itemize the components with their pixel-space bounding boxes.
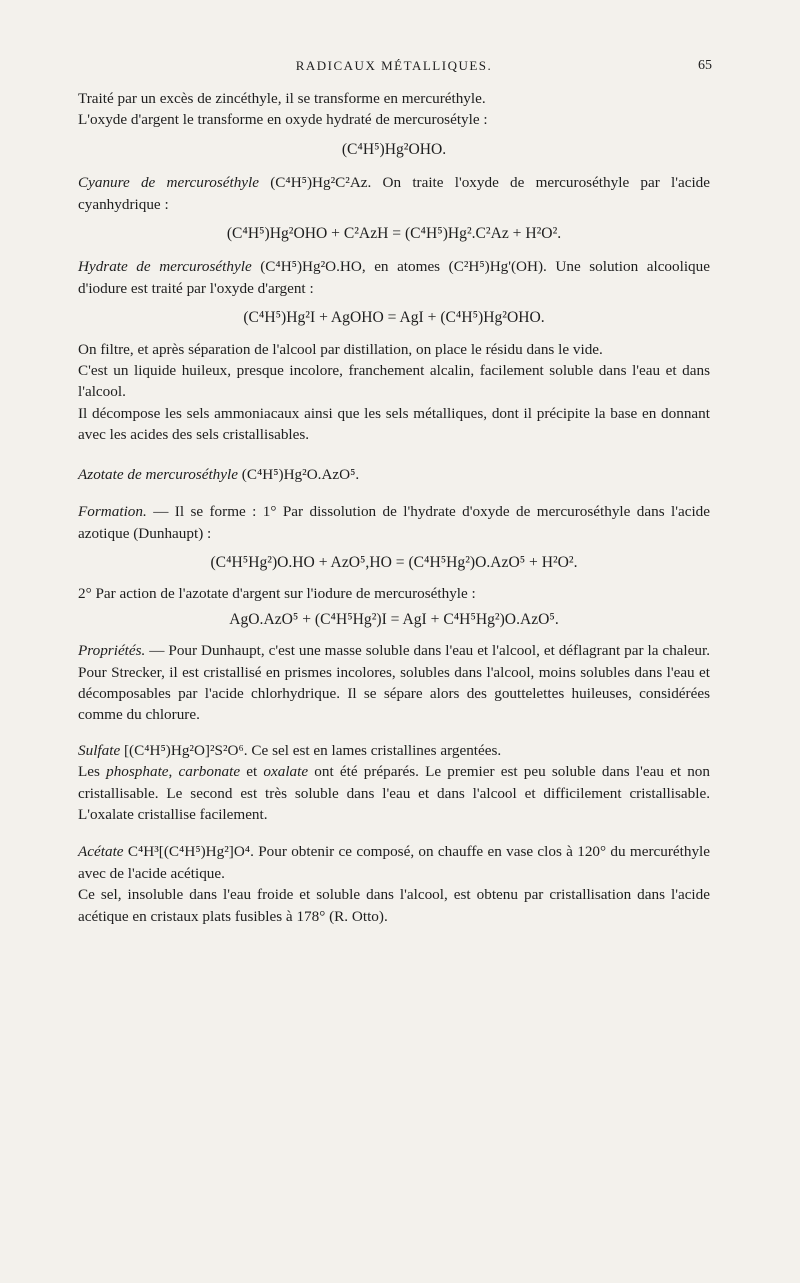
text: Les: [78, 763, 107, 781]
chemical-formula: [(C⁴H⁵)Hg²O]²S²O⁶.: [123, 741, 248, 759]
text: alcoolique d'iodure est traité par l'oxyde d'argent :: [78, 258, 710, 297]
reaction-equation: (C⁴H⁵Hg²)O.HO + AzO⁵,HO = (C⁴H⁵Hg²)O.AzO⁵ + H²O².: [210, 553, 578, 571]
text: et: [240, 763, 264, 781]
acetate-paragraph: [78, 841, 710, 884]
text-line: Traité par un excès de zincéthyle, il se transforme en mercuréthyle.: [78, 90, 486, 107]
section-title: Cyanure de mercuroséthyle: [78, 174, 259, 192]
chemical-formula: C⁴H³[(C⁴H⁵)Hg²]O⁴.: [127, 843, 254, 861]
text: Ce sel est en lames cristallines argentées.: [251, 741, 502, 759]
formation-paragraph: [78, 501, 710, 544]
text: par l'acide cyanhydrique :: [78, 174, 711, 213]
reaction-equation: (C⁴H⁵)Hg²OHO + C²AzH = (C⁴H⁵)Hg².C²Az + H²O².: [226, 225, 562, 243]
sulfate-paragraph: [78, 740, 710, 761]
text: ,: [168, 763, 179, 781]
chemical-formula: (C⁴H⁵)Hg²O.AzO⁵.: [241, 465, 360, 483]
paragraph: Ce sel, insoluble dans l'eau froide et soluble dans l'alcool, est obtenu par cristallisation dans l'acide acétique en cristaux plats fusibles à 178° (R. Otto).: [78, 886, 710, 925]
section-title: Sulfate: [78, 741, 121, 759]
paragraph: Il décompose les sels ammoniacaux ainsi que les sels métalliques, dont il précipite la base en donnant avec les acides des sels cristallisables.: [78, 404, 710, 444]
chemical-formula: (C⁴H⁵)Hg²C²Az.: [270, 174, 372, 192]
running-header: [78, 58, 710, 80]
formula: (C⁴H⁵)Hg²OHO.: [341, 140, 447, 158]
section-title: Acétate: [78, 843, 124, 861]
paragraph: C'est un liquide huileux, presque incolore, franchement alcalin, facilement soluble dans l'eau et dans l'alcool.: [78, 362, 710, 401]
text: ont été préparés. Le premier est peu soluble dans l'eau et non cristallisable. Le second est très soluble dans l'eau et dans l'alcool et difficilement cristallisable. L'oxalate cristallise facilement.: [78, 763, 710, 823]
text: — Pour Dunhaupt, c'est une masse soluble dans l'eau et l'alcool, et déflagrant par la chaleur. Pour Strecker, il est cristallisé en prismes incolores, solubles dans l'alcool, moins solubles dans l'eau et décomposables par l'acide chlorhydrique. Il se sépare alors des gouttelettes huileuses, considérées comme du chlorure.: [78, 642, 710, 724]
page-number: 65: [698, 58, 712, 73]
paragraph: 2° Par action de l'azotate d'argent sur l'iodure de mercuroséthyle :: [78, 585, 476, 603]
text-line: L'oxyde d'argent le transforme en oxyde hydraté de mercurosétyle :: [78, 111, 488, 129]
text: — Il se forme : 1° Par dissolution de l'hydrate d'oxyde de mercuroséthyle dans l'acide azotique (Dunhaupt) :: [78, 503, 710, 542]
subsection-label: Propriétés.: [78, 642, 146, 660]
text: On traite l'oxyde de mercuroséthyle: [382, 174, 630, 192]
cyanure-paragraph: [78, 172, 710, 215]
term: oxalate: [263, 763, 309, 781]
subsection-label: Formation.: [78, 503, 147, 521]
reaction-equation: (C⁴H⁵)Hg²I + AgOHO = AgI + (C⁴H⁵)Hg²OHO.: [243, 309, 545, 327]
paragraph: On filtre, et après séparation de l'alcool par distillation, on place le résidu dans le vide.: [78, 340, 603, 358]
text: Pour obtenir ce composé, on chauffe en vase clos à 120° du mercuréthyle avec de l'acide acétique.: [78, 843, 710, 882]
properties-paragraph: [78, 640, 710, 726]
hydrate-paragraph: [78, 256, 710, 299]
header-title: RADICAUX MÉTALLIQUES.: [295, 58, 493, 73]
section-title: Azotate de mercuroséthyle: [78, 465, 238, 483]
term: carbonate: [178, 763, 241, 781]
section-title: Hydrate de mercuroséthyle: [78, 258, 252, 276]
chemical-formula: (C⁴H⁵)Hg²O.HO, en atomes (C²H⁵)Hg'(OH). Une solution: [260, 258, 639, 276]
page-body: [78, 88, 710, 927]
term: phosphate: [106, 763, 169, 781]
reaction-equation: AgO.AzO⁵ + (C⁴H⁵Hg²)I = AgI + C⁴H⁵Hg²)O.AzO⁵.: [229, 610, 559, 628]
azotate-heading: [78, 464, 710, 485]
salts-paragraph: [78, 761, 710, 825]
